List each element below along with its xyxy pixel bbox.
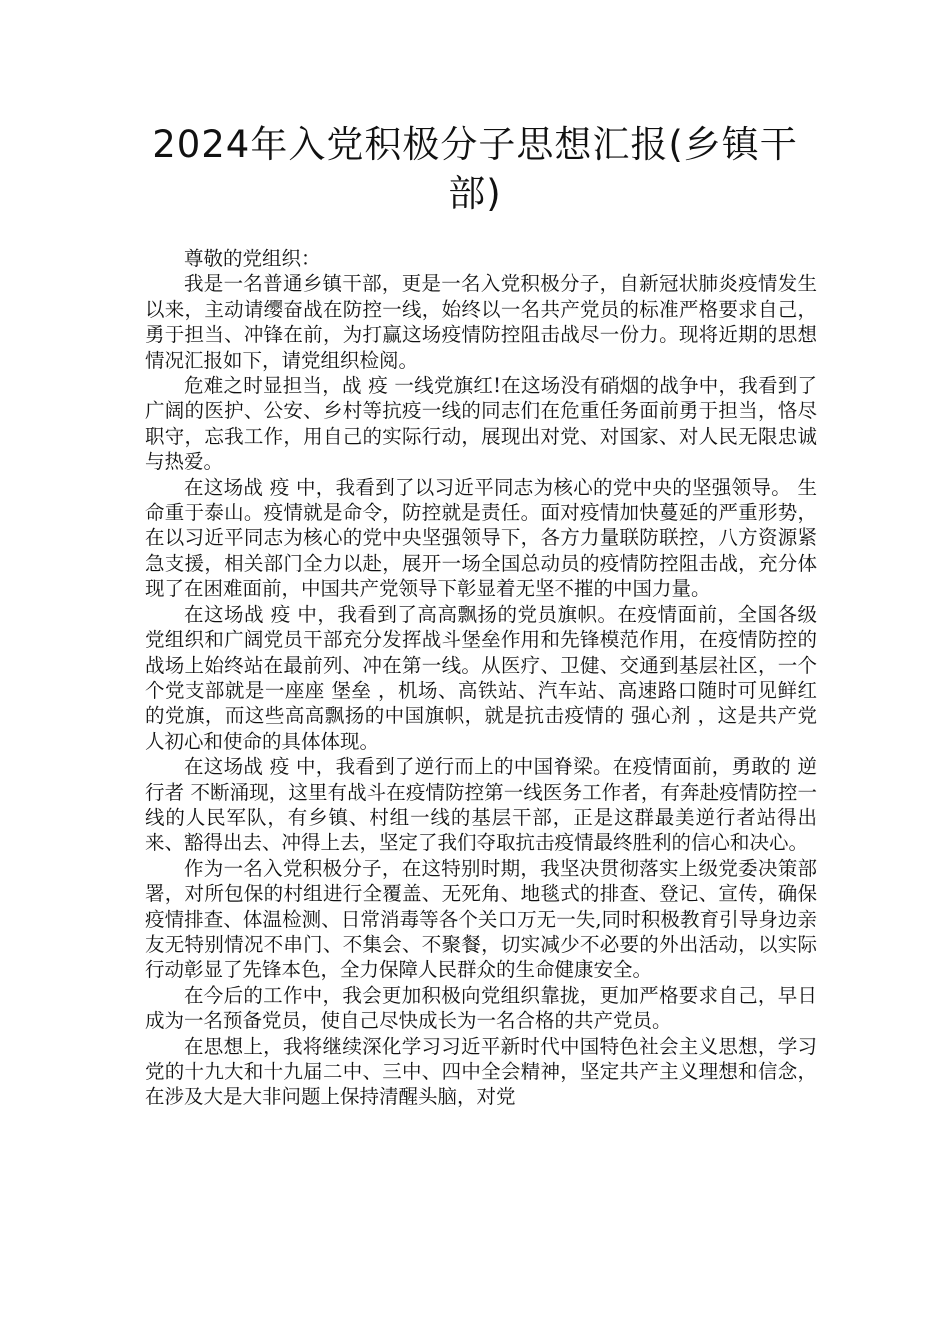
document-title: 2024年入党积极分子思想汇报(乡镇干部)	[152, 123, 798, 215]
paragraph-party-banner: 在这场战 疫 中，我看到了高高飘扬的党员旗帜。在疫情面前，全国各级党组织和广阔党员干部充分发挥战斗堡垒作用和先锋模范作用，在疫情防控的战场上始终站在最前列、冲在第一线。从医疗、卫健、交通到基层社区，一个个党支部就是一座座 堡垒 ，机场、高铁站、汽车站、高速路口随时可见鲜红的党旗，而这些高高飘扬的中国旗帜，就是抗击疫情的 强心剂 ，这是共产党人初心和使命的具体体现。	[145, 602, 817, 753]
paragraph-personal-action: 作为一名入党积极分子，在这特别时期，我坚决贯彻落实上级党委决策部署，对所包保的村组进行全覆盖、无死角、地毯式的排查、登记、宣传，确保疫情排查、体温检测、日常消毒等各个关口万无一失,同时积极教育引导身边亲友无特别情况不串门、不集会、不聚餐，切实减少不必要的外出活动，以实际行动彰显了先锋本色，全力保障人民群众的生命健康安全。	[145, 856, 817, 982]
paragraph-ideology: 在思想上，我将继续深化学习习近平新时代中国特色社会主义思想，学习党的十九大和十九届二中、三中、四中全会精神，坚定共产主义理想和信念，在涉及大是大非问题上保持清醒头脑，对党	[145, 1034, 817, 1109]
document-body	[145, 246, 817, 1110]
salutation: 尊敬的党组织：	[184, 247, 321, 270]
paragraph-responsibility: 危难之时显担当，战 疫 一线党旗红!在这场没有硝烟的战争中，我看到了广阔的医护、公安、乡村等抗疫一线的同志们在危重任务面前勇于担当，恪尽职守，忘我工作，用自己的实际行动，展现出对党、对国家、对人民无限忠诚与热爱。	[145, 374, 817, 474]
paragraph-intro: 我是一名普通乡镇干部，更是一名入党积极分子，自新冠状肺炎疫情发生以来，主动请缨奋战在防控一线，始终以一名共产党员的标准严格要求自己，勇于担当、冲锋在前，为打赢这场疫情防控阻击战尽一份力。现将近期的思想情况汇报如下，请党组织检阅。	[145, 272, 817, 372]
paragraph-leadership: 在这场战 疫 中，我看到了以习近平同志为核心的党中央的坚强领导。 生命重于泰山。疫情就是命令，防控就是责任。面对疫情加快蔓延的严重形势，在以习近平同志为核心的党中央坚强领导下，各方力量联防联控，八方资源紧急支援，相关部门全力以赴，展开一场全国总动员的疫情防控阻击战，充分体现了在困难面前，中国共产党领导下彰显着无坚不摧的中国力量。	[145, 475, 817, 601]
paragraph-backbone: 在这场战 疫 中，我看到了逆行而上的中国脊梁。在疫情面前，勇敢的 逆行者 不断涌现，这里有战斗在疫情防控第一线医务工作者，有奔赴疫情防控一线的人民军队，有乡镇、村组一线的基层干部，正是这群最美逆行者站得出来、豁得出去、冲得上去，坚定了我们夺取抗击疫情最终胜利的信心和决心。	[145, 755, 817, 855]
paragraph-future-work: 在今后的工作中，我会更加积极向党组织靠拢，更加严格要求自己，早日成为一名预备党员，使自己尽快成长为一名合格的共产党员。	[145, 983, 817, 1033]
